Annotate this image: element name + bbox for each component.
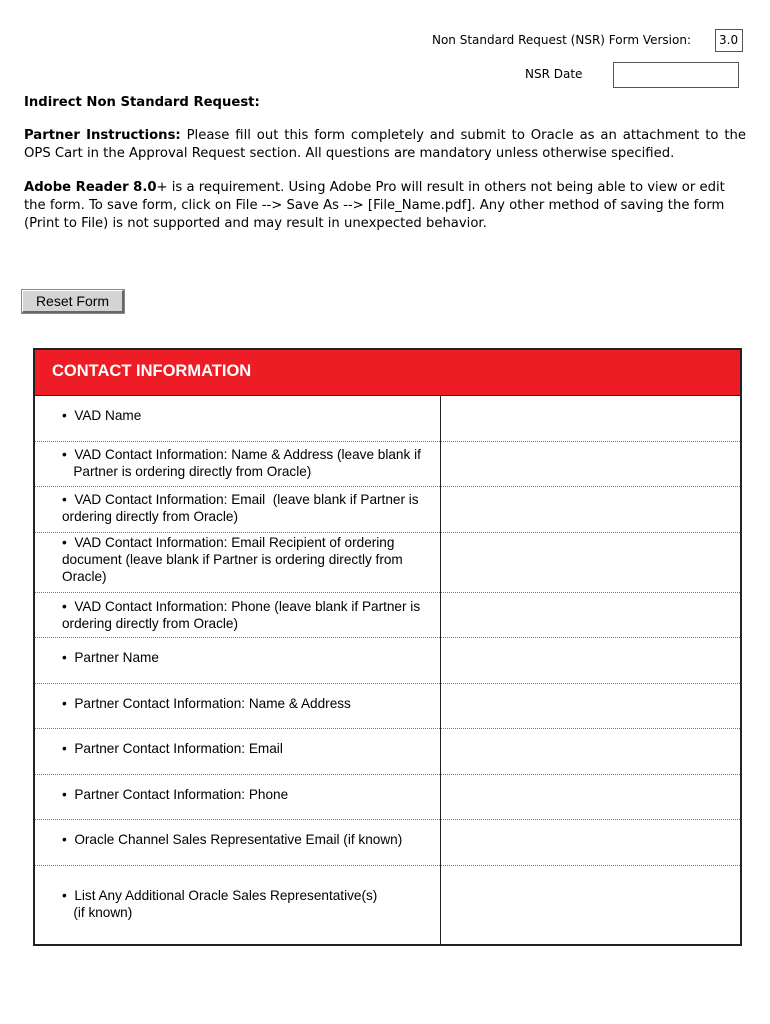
partner-instructions xyxy=(24,127,746,163)
field-label: • VAD Contact Information: Phone (leave blank if Partner is ordering directly from Oracle) xyxy=(62,599,424,631)
field-label: • Partner Contact Information: Phone xyxy=(62,787,289,802)
row-vad-email-recipient xyxy=(35,532,740,593)
reset-form-button[interactable]: Reset Form xyxy=(22,290,124,313)
section-heading: CONTACT INFORMATION xyxy=(52,362,252,380)
row-additional-reps xyxy=(35,865,740,946)
field-label: • Partner Contact Information: Name & Address xyxy=(62,696,351,711)
row-vad-name-address xyxy=(35,441,740,487)
label-cell xyxy=(35,683,441,728)
vad-name-input[interactable] xyxy=(441,395,740,441)
field-label: • List Any Additional Oracle Sales Representative(s) (if known) xyxy=(62,888,378,920)
vad-email-input[interactable] xyxy=(441,486,740,532)
partner-phone-input[interactable] xyxy=(441,774,740,819)
label-cell xyxy=(35,637,441,683)
version-label: Non Standard Request (NSR) Form Version: xyxy=(431,33,691,47)
label-cell xyxy=(35,592,441,637)
row-partner-name xyxy=(35,637,740,684)
field-label: • VAD Contact Information: Name & Address (leave blank if Partner is ordering directly from Oracle) xyxy=(62,447,421,479)
vad-name-address-input[interactable] xyxy=(441,441,740,486)
label-cell xyxy=(35,486,441,532)
oracle-rep-email-input[interactable] xyxy=(441,819,740,865)
field-label: • Oracle Channel Sales Representative Email (if known) xyxy=(62,832,403,847)
label-cell xyxy=(35,728,441,774)
partner-instructions-text: Please fill out this form completely and submit to Oracle as an attachment to the OPS Cart in the Approval Request section. All questions are mandatory unless otherwise specified. xyxy=(24,128,746,161)
vad-email-recipient-input[interactable] xyxy=(441,532,740,592)
version-field[interactable]: 3.0 xyxy=(715,29,743,52)
vad-phone-input[interactable] xyxy=(441,592,740,637)
adobe-note-text: + is a requirement. Using Adobe Pro will result in others not being able to view or edit the form. To save form, click on File --> Save As --> [File_Name.pdf]. Any other method of saving the form (Print to File) is not supported and may result in unexpected behavior. xyxy=(24,180,725,231)
label-cell xyxy=(35,532,441,592)
form-title: Indirect Non Standard Request: xyxy=(24,95,260,110)
row-oracle-rep-email xyxy=(35,819,740,866)
row-vad-phone xyxy=(35,592,740,638)
row-partner-email xyxy=(35,728,740,775)
label-cell xyxy=(35,865,441,946)
row-vad-name xyxy=(35,395,740,442)
field-label: • VAD Contact Information: Email (leave blank if Partner is ordering directly from Oracle) xyxy=(62,492,423,524)
row-vad-email xyxy=(35,486,740,533)
label-cell xyxy=(35,395,441,441)
field-label: • VAD Contact Information: Email Recipient of ordering document (leave blank if Partner is ordering directly from Oracle) xyxy=(62,535,407,584)
contact-information-table xyxy=(33,348,742,946)
field-label: • Partner Contact Information: Email xyxy=(62,741,283,756)
partner-instructions-label: Partner Instructions: xyxy=(24,128,181,143)
label-cell xyxy=(35,819,441,865)
partner-email-input[interactable] xyxy=(441,728,740,774)
row-partner-name-address xyxy=(35,683,740,729)
partner-name-address-input[interactable] xyxy=(441,683,740,728)
field-label: • Partner Name xyxy=(62,650,159,665)
label-cell xyxy=(35,774,441,819)
contact-information-header xyxy=(35,350,740,396)
adobe-note xyxy=(24,179,746,233)
nsr-date-label: NSR Date xyxy=(525,67,583,81)
adobe-note-label: Adobe Reader 8.0 xyxy=(24,180,157,195)
partner-name-input[interactable] xyxy=(441,637,740,683)
additional-reps-input[interactable] xyxy=(441,865,740,946)
nsr-date-field[interactable] xyxy=(613,62,739,88)
field-label: • VAD Name xyxy=(62,408,142,423)
label-cell xyxy=(35,441,441,486)
row-partner-phone xyxy=(35,774,740,820)
